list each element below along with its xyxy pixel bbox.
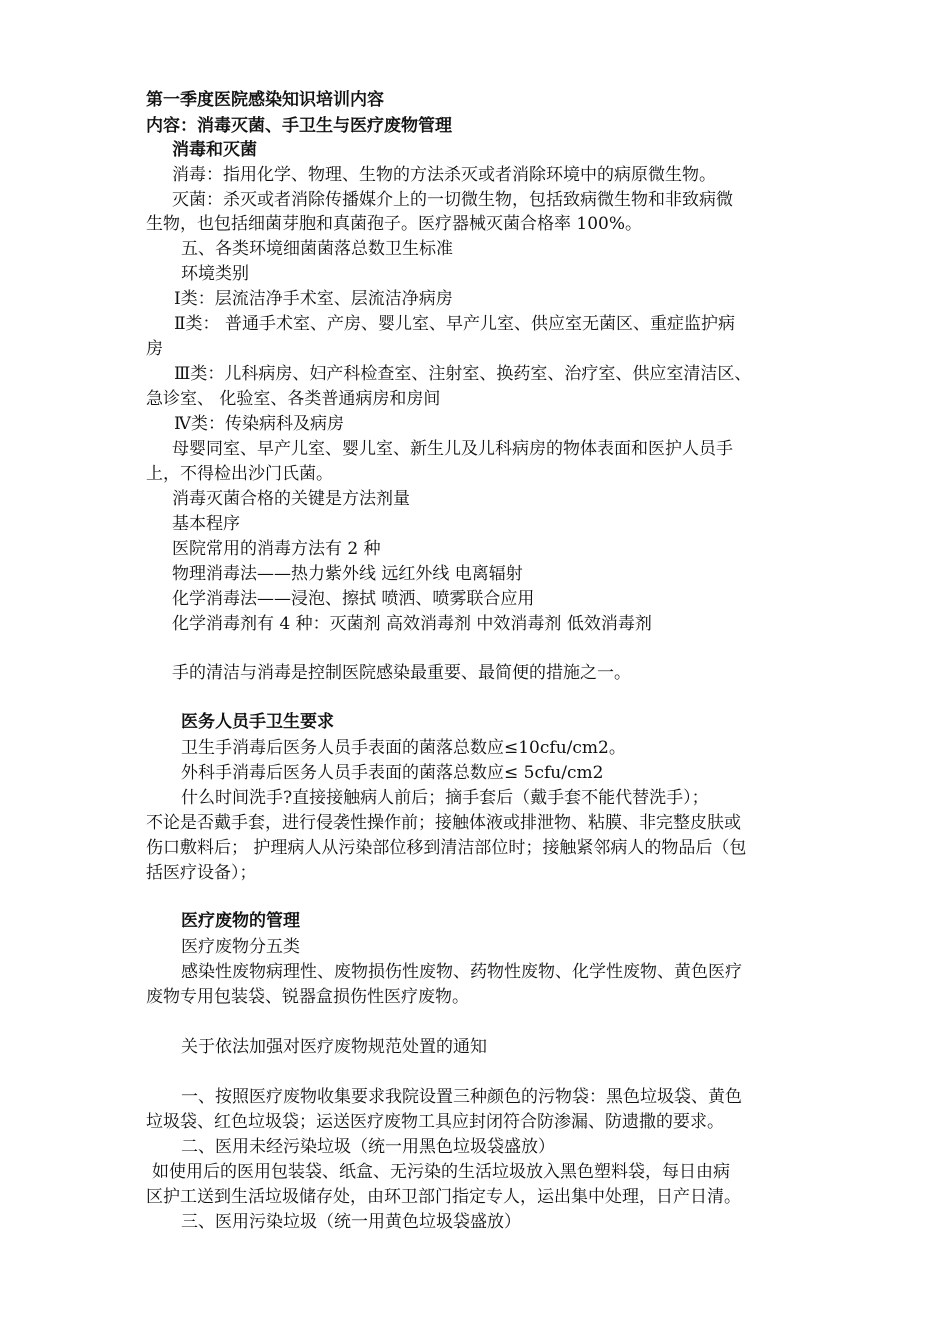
paragraph-line: 二、医用未经污染垃圾（统一用黑色垃圾袋盛放） — [181, 1137, 555, 1157]
paragraph-line: 一、按照医疗废物收集要求我院设置三种颜色的污物袋：黑色垃圾袋、黄色 — [181, 1087, 742, 1107]
document-title: 第一季度医院感染知识培训内容 — [146, 90, 384, 110]
section-heading-hand-hygiene: 医务人员手卫生要求 — [181, 712, 334, 732]
document-subtitle: 内容：消毒灭菌、手卫生与医疗废物管理 — [146, 116, 452, 136]
paragraph-line: 化学消毒法——浸泡、擦拭 喷洒、喷雾联合应用 — [172, 589, 535, 609]
paragraph-line: Ⅳ类：传染病科及病房 — [174, 414, 344, 434]
paragraph-line: 不论是否戴手套，进行侵袭性操作前；接触体液或排泄物、粘膜、非完整皮肤或 — [146, 813, 741, 833]
paragraph-line: 伤口敷料后； 护理病人从污染部位移到清洁部位时；接触紧邻病人的物品后（包 — [146, 838, 747, 858]
paragraph-line: 房 — [146, 339, 163, 359]
paragraph-line: 生物，也包括细菌芽胞和真菌孢子。医疗器械灭菌合格率 100%。 — [146, 214, 643, 234]
paragraph-line: Ⅱ类： 普通手术室、产房、婴儿室、早产儿室、供应室无菌区、重症监护病 — [174, 314, 735, 334]
paragraph-line: Ⅰ类：层流洁净手术室、层流洁净病房 — [174, 289, 453, 309]
section-heading-disinfection: 消毒和灭菌 — [172, 140, 257, 160]
paragraph-line: 外科手消毒后医务人员手表面的菌落总数应≤ 5cfu/cm2 — [181, 763, 604, 783]
section-heading-medical-waste: 医疗废物的管理 — [181, 911, 300, 931]
paragraph-line: 废物专用包装袋、锐器盒损伤性医疗废物。 — [146, 987, 469, 1007]
paragraph-line: 感染性废物病理性、废物损伤性废物、药物性废物、化学性废物、黄色医疗 — [181, 962, 742, 982]
paragraph-line: 物理消毒法——热力紫外线 远红外线 电离辐射 — [172, 564, 523, 584]
paragraph-line: 消毒：指用化学、物理、生物的方法杀灭或者消除环境中的病原微生物。 — [172, 165, 716, 185]
paragraph-line: 括医疗设备）； — [146, 863, 257, 883]
notice-title: 关于依法加强对医疗废物规范处置的通知 — [181, 1037, 487, 1057]
paragraph-line: 母婴同室、早产儿室、婴儿室、新生儿及儿科病房的物体表面和医护人员手 — [172, 439, 733, 459]
paragraph-line: 什么时间洗手?直接接触病人前后；摘手套后（戴手套不能代替洗手）； — [181, 788, 709, 808]
paragraph-line: 垃圾袋、红色垃圾袋；运送医疗废物工具应封闭符合防渗漏、防遗撒的要求。 — [146, 1112, 724, 1132]
paragraph-line: 灭菌：杀灭或者消除传播媒介上的一切微生物，包括致病微生物和非致病微 — [172, 190, 733, 210]
paragraph-line: 急诊室、 化验室、各类普通病房和房间 — [146, 389, 441, 409]
paragraph-line: 医疗废物分五类 — [181, 937, 300, 957]
paragraph-line: Ⅲ类：儿科病房、妇产科检查室、注射室、换药室、治疗室、供应室清洁区、 — [174, 364, 752, 384]
paragraph-line: 卫生手消毒后医务人员手表面的菌落总数应≤10cfu/cm2。 — [181, 738, 626, 758]
paragraph-line: 区护工送到生活垃圾储存处，由环卫部门指定专人，运出集中处理，日产日清。 — [146, 1187, 741, 1207]
paragraph-line: 三、医用污染垃圾（统一用黄色垃圾袋盛放） — [181, 1212, 521, 1232]
paragraph-line: 如使用后的医用包装袋、纸盒、无污染的生活垃圾放入黑色塑料袋，每日由病 — [152, 1162, 730, 1182]
paragraph-line: 医院常用的消毒方法有 2 种 — [172, 539, 381, 559]
paragraph-line: 上，不得检出沙门氏菌。 — [146, 464, 333, 484]
paragraph-line: 化学消毒剂有 4 种：灭菌剂 高效消毒剂 中效消毒剂 低效消毒剂 — [172, 614, 652, 634]
paragraph-line: 手的清洁与消毒是控制医院感染最重要、最简便的措施之一。 — [172, 663, 631, 683]
paragraph-line: 消毒灭菌合格的关键是方法剂量 — [172, 489, 410, 509]
paragraph-line: 环境类别 — [181, 264, 249, 284]
paragraph-line: 五、各类环境细菌菌落总数卫生标准 — [181, 239, 453, 259]
paragraph-line: 基本程序 — [172, 514, 240, 534]
